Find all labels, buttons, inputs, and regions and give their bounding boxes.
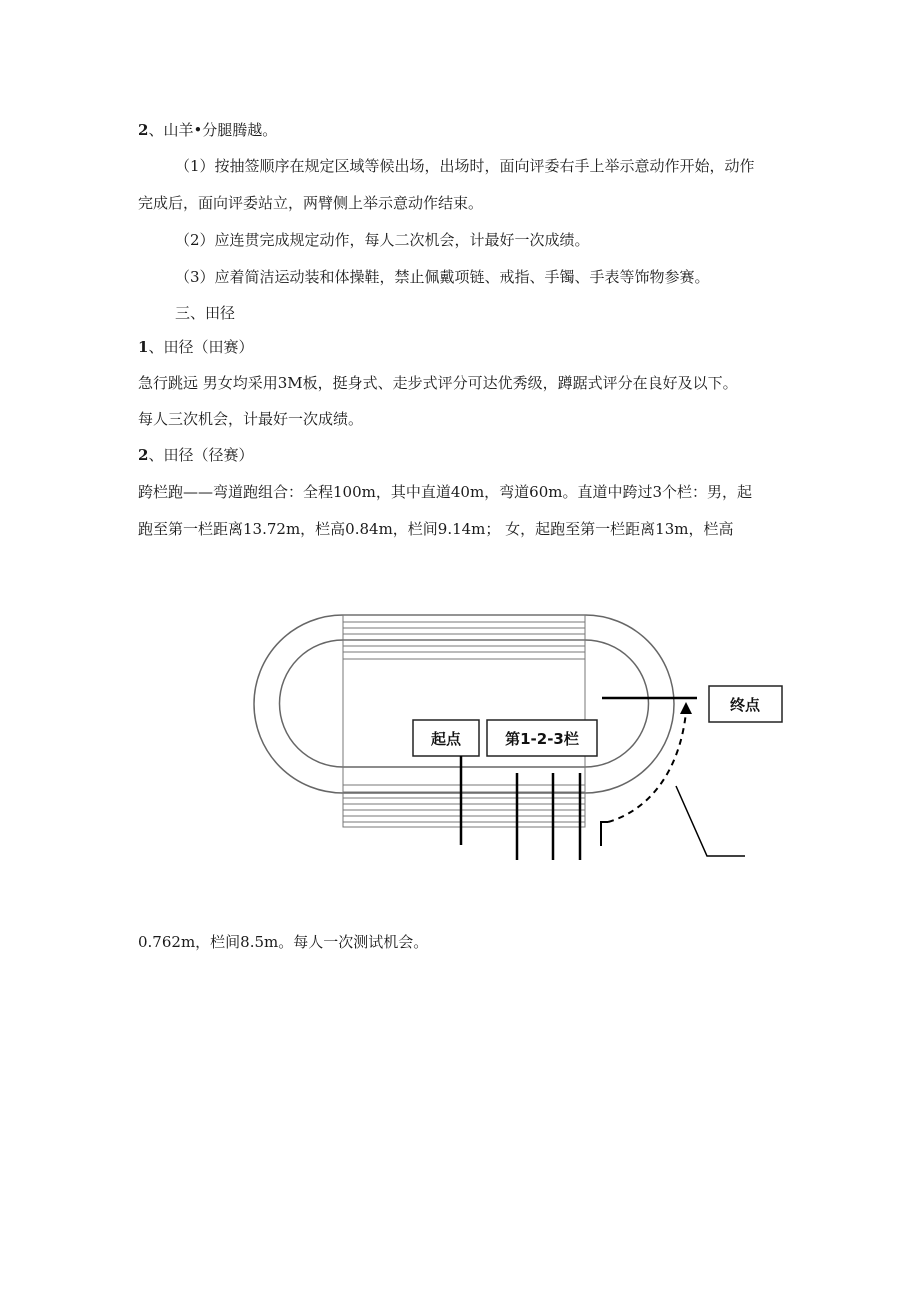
curve-start-marker <box>601 822 608 846</box>
arrow-head-icon <box>680 702 692 714</box>
heading-number: 1 <box>138 338 149 356</box>
finish-label: 终点 <box>729 696 761 714</box>
paragraph: 跑至第一栏距离13.72m，栏高0.84m，栏间9.14m； 女，起跑至第一栏距离13m，栏高 <box>138 520 734 538</box>
heading-number: 2 <box>138 446 149 464</box>
paragraph: 完成后，面向评委站立，两臂侧上举示意动作结束。 <box>138 194 484 212</box>
leader-line <box>676 786 745 856</box>
heading-title: 、山羊•分腿腾越。 <box>148 121 278 139</box>
paragraph: 0.762m，栏间8.5m。每人一次测试机会。 <box>138 933 429 951</box>
section-title-athletics: 三、田径 <box>175 304 236 322</box>
paragraph: 急行跳远 男女均采用3M板，挺身式、走步式评分可达优秀级，蹲踞式评分在良好及以下。 <box>138 374 738 392</box>
paragraph: 每人三次机会，计最好一次成绩。 <box>138 410 364 428</box>
paragraph: 跨栏跑——弯道跑组合：全程100m，其中直道40m，弯道60m。直道中跨过3个栏：男，起 <box>138 483 753 501</box>
start-label: 起点 <box>430 730 462 748</box>
hurdles-label: 第1-2-3栏 <box>505 730 579 748</box>
paragraph: （2）应连贯完成规定动作，每人二次机会，计最好一次成绩。 <box>175 231 590 249</box>
bottom-straight <box>343 785 585 827</box>
top-straight <box>343 615 585 659</box>
heading-number: 2 <box>138 121 149 139</box>
heading-title: 、田径（径赛） <box>148 446 254 464</box>
heading-title: 、田径（田赛） <box>148 338 254 356</box>
paragraph: （1）按抽签顺序在规定区域等候出场，出场时，面向评委右手上举示意动作开始，动作 <box>175 157 755 175</box>
paragraph: （3）应着简洁运动装和体操鞋，禁止佩戴项链、戒指、手镯、手表等饰物参赛。 <box>175 268 710 286</box>
